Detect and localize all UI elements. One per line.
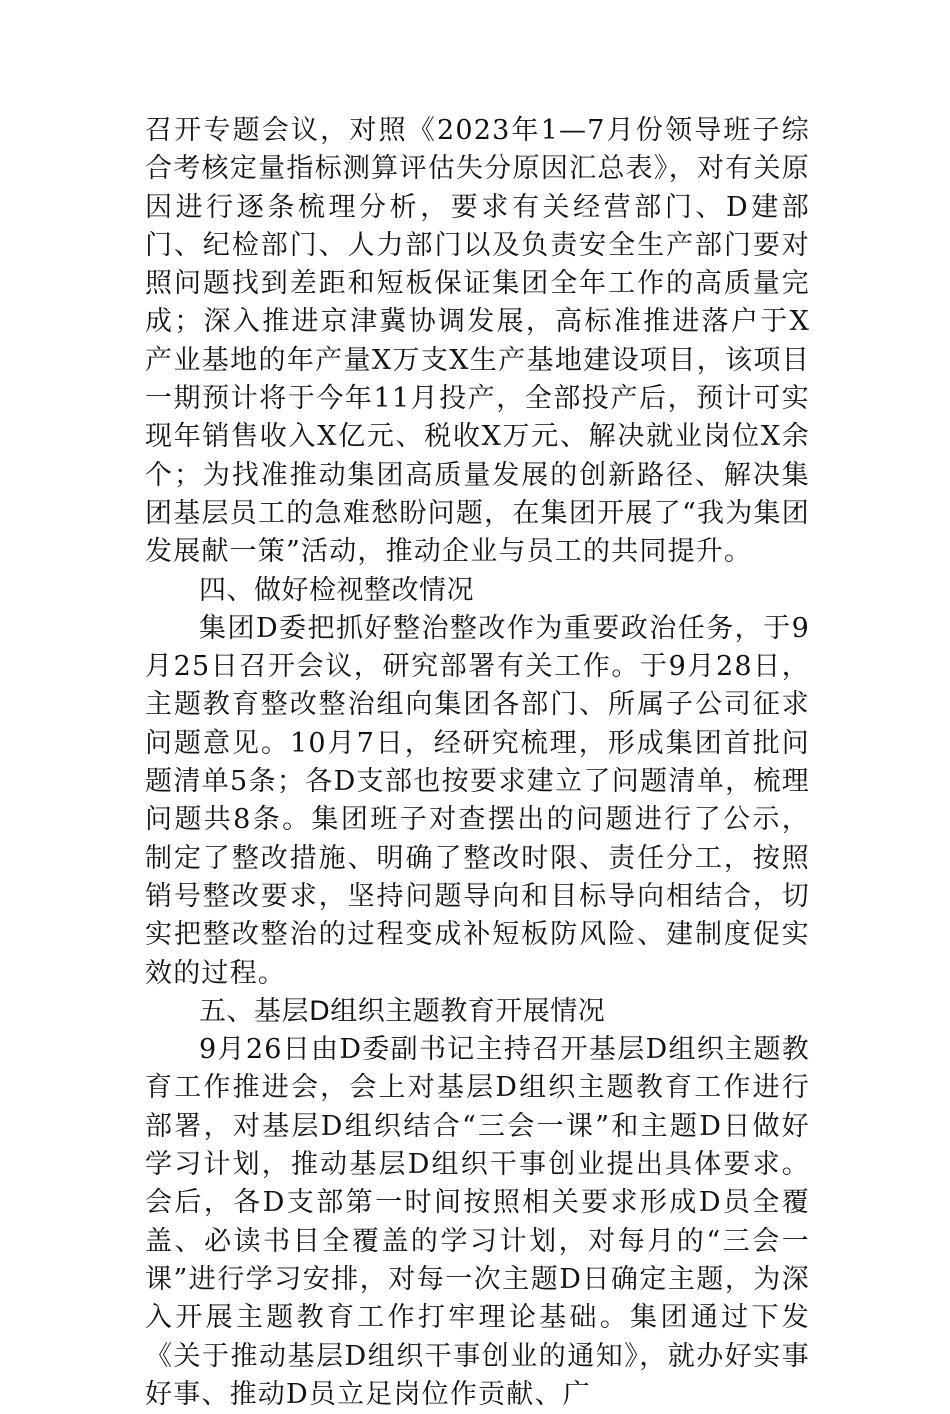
section-5-paragraph: 9月26日由D委副书记主持召开基层D组织主题教育工作推进会，会上对基层D组织主题教育工作进行部署，对基层D组织结合“三会一课”和主题D日做好学习计划，推动基层D组织干事创业提出具体要求。会后，各D支部第一时间按照相关要求形成D员全覆盖、必读书目全覆盖的学习计划，对每月的“三会一课”进行学习安排，对每一次主题D日确定主题，为深入开展主题教育工作打牢理论基础。集团通过下发《关于推动基层D组织干事创业的通知》，就办好实事好事、推动D员立足岗位作贡献、广 — [145, 1034, 810, 1410]
document-body — [145, 112, 810, 1414]
section-5-heading: 五、基层D组织主题教育开展情况 — [199, 995, 606, 1027]
section-4-heading: 四、做好检视整改情况 — [199, 574, 474, 606]
continuation-paragraph: 召开专题会议，对照《2023年1—7月份领导班子综合考核定量指标测算评估失分原因汇总表》，对有关原因进行逐条梳理分析，要求有关经营部门、D建部门、纪检部门、人力部门以及负责安全生产部门要对照问题找到差距和短板保证集团全年工作的高质量完成；深入推进京津冀协调发展，高标准推进落户于X产业基地的年产量X万支X生产基地建设项目，该项目一期预计将于今年11月投产，全部投产后，预计可实现年销售收入X亿元、税收X万元、解决就业岗位X余个；为找准推动集团高质量发展的创新路径、解决集团基层员工的急难愁盼问题，在集团开展了“我为集团发展献一策”活动，推动企业与员工的共同提升。 — [145, 115, 810, 568]
section-4-paragraph: 集团D委把抓好整治整改作为重要政治任务，于9月25日召开会议，研究部署有关工作。于9月28日，主题教育整改整治组向集团各部门、所属子公司征求问题意见。10月7日，经研究梳理，形成集团首批问题清单5条；各D支部也按要求建立了问题清单，梳理问题共8条。集团班子对查摆出的问题进行了公示，制定了整改措施、明确了整改时限、责任分工，按照销号整改要求，坚持问题导向和目标导向相结合，切实把整改整治的过程变成补短板防风险、建制度促实效的过程。 — [145, 612, 810, 989]
